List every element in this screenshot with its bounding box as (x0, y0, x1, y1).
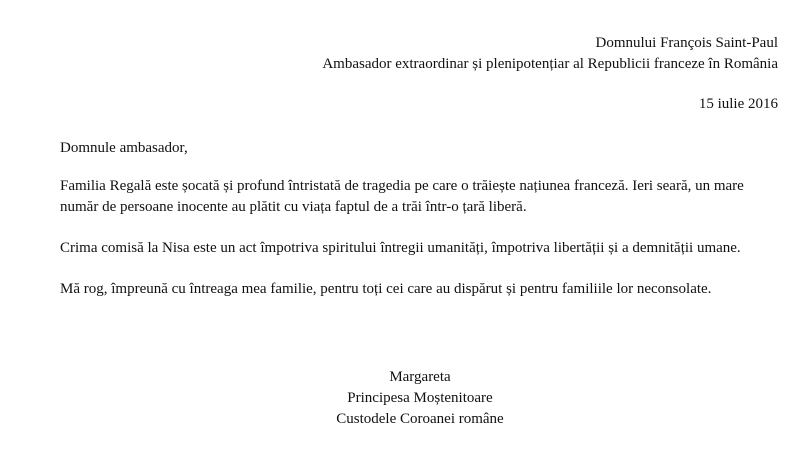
salutation: Domnule ambasador, (60, 140, 188, 156)
paragraph-3: Mă rog, împreună cu întreaga mea familie, pentru toți cei care au dispărut și pentru familiile lor neconsolate. (60, 281, 712, 297)
addressee-block (322, 33, 778, 75)
paragraph-1: Familia Regală este șocată și profund întristată de tragedia pe care o trăiește națiunea franceză. Ieri seară, un mare număr de persoane inocente au plătit cu viața faptul de a trăi într-o țară liberă. (60, 178, 744, 215)
letter-date: 15 iulie 2016 (698, 96, 778, 112)
paragraph-2: Crima comisă la Nisa este un act împotriva spiritului întregii umanități, împotriva libertății și a demnității umane. (60, 240, 741, 256)
addressee-name: Domnului François Saint-Paul (595, 35, 778, 51)
letter-body (60, 138, 785, 320)
signature-title: Principesa Moștenitoare (347, 390, 493, 406)
signature-role: Custodele Coroanei române (336, 411, 504, 427)
addressee-title: Ambasador extraordinar și plenipotențiar al Republicii franceze în România (322, 56, 778, 72)
signature-block (0, 367, 800, 430)
signature-name: Margareta (389, 369, 451, 385)
